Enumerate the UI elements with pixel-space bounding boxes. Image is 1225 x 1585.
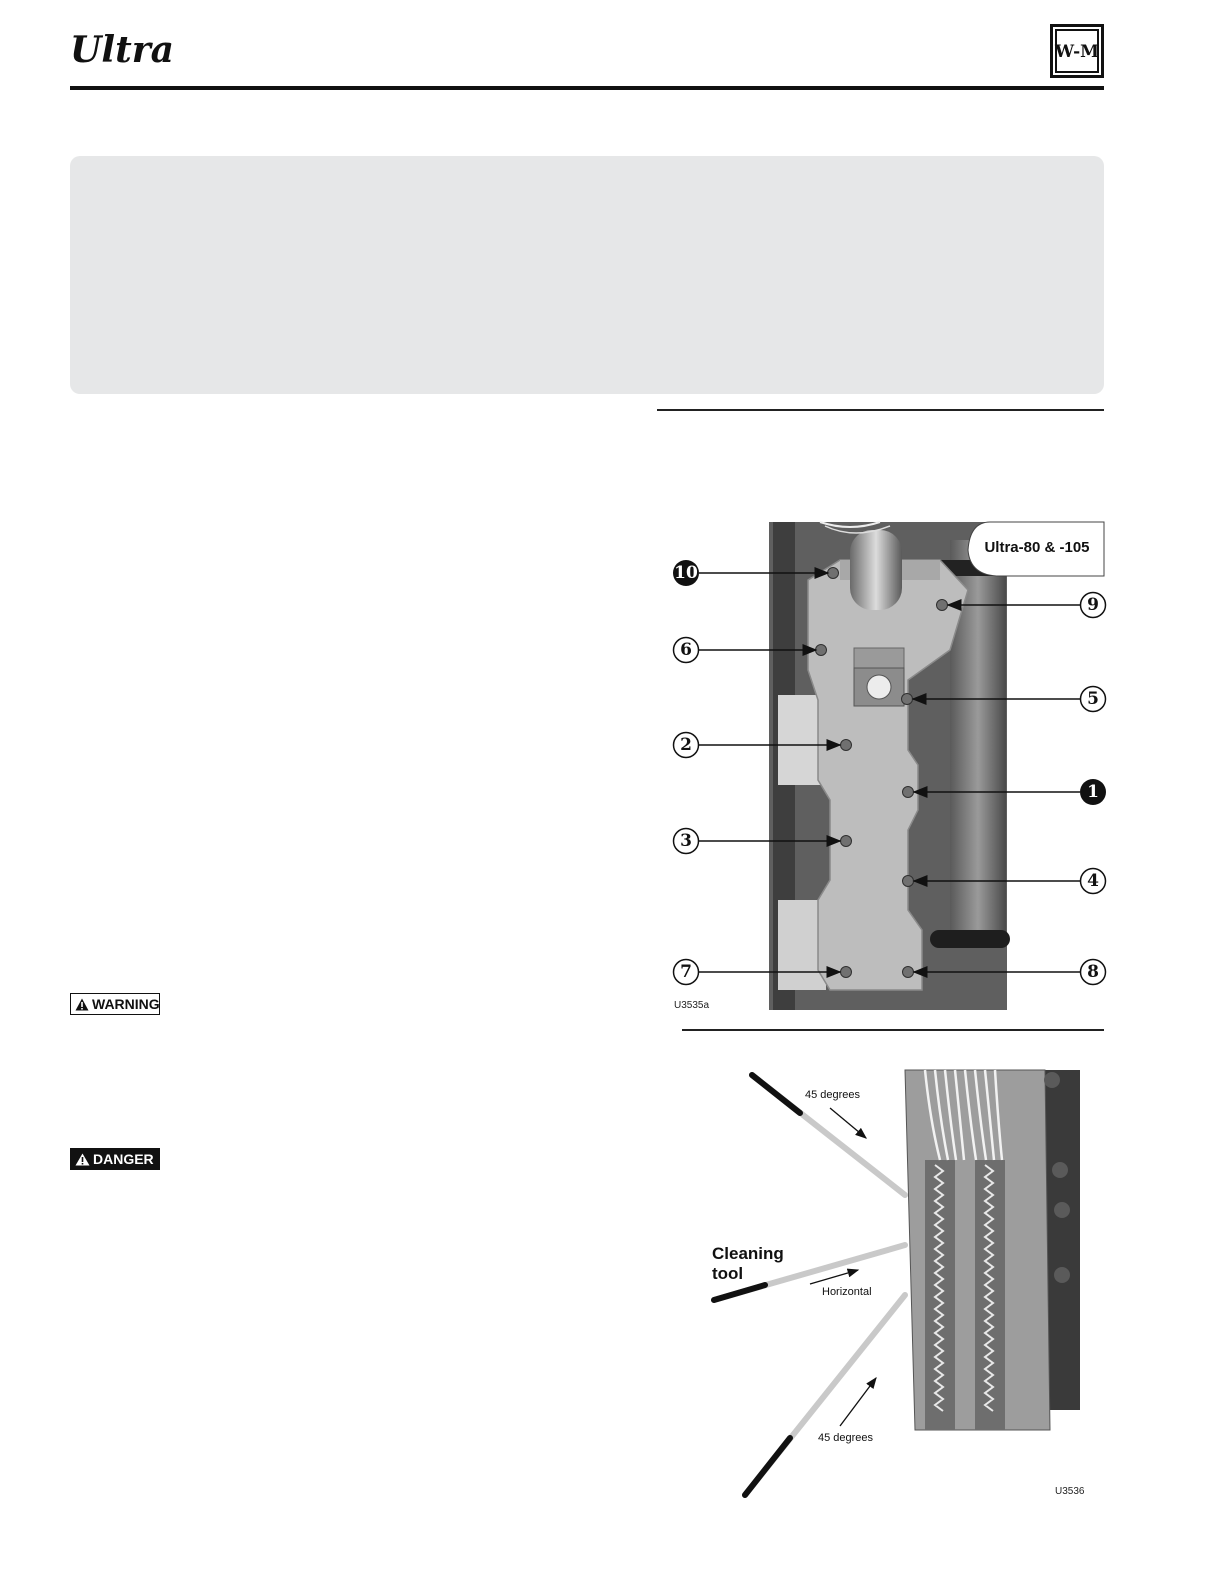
model-label: Ultra-80 & -105 [984,539,1090,556]
bolt-10 [828,568,839,579]
warning-badge [70,993,160,1015]
warning-label: WARNING [92,996,160,1012]
danger-label: DANGER [93,1151,154,1167]
cleaning-tools [714,1075,905,1495]
brand-text: Ultra [70,29,174,71]
info-panel [70,156,1104,394]
weil-mclain-logo [1050,24,1104,78]
bolt-6 [816,645,827,656]
bolt-3 [841,836,852,847]
cleaning-tool-figure [690,1060,1110,1500]
bolt-9 [937,600,948,611]
callout-8-text: 8 [1087,962,1099,982]
danger-triangle-icon [75,1153,90,1166]
heat-exchanger-section [905,1070,1080,1430]
angle-middle-label: Horizontal [822,1286,872,1298]
callout-3-text: 3 [680,831,692,851]
figure1-top-rule [657,409,1104,411]
callout-2-text: 2 [680,735,692,755]
header-rule [70,86,1104,90]
bolt-5 [902,694,913,705]
ultra-brand-logo [70,28,190,72]
callout-4-text: 4 [1087,871,1099,891]
callout-10-text: 10 [674,563,698,583]
cover-plate-bolt-sequence-figure [640,500,1120,1030]
callout-1-text: 1 [1087,782,1099,802]
burner-view-port [850,530,902,610]
callout-6-text: 6 [680,640,692,660]
cleaning-tool-label-line1: Cleaning [712,1244,784,1263]
callout-5-text: 5 [1087,689,1099,709]
bolt-4 [903,876,914,887]
figure2-code: U3536 [1055,1486,1085,1497]
cleaning-tool-label-line2: tool [712,1264,744,1283]
angle-top-label: 45 degrees [805,1089,861,1101]
bolt-8 [903,967,914,978]
callout-9-text: 9 [1087,595,1099,615]
figure1-code: U3535a [674,1000,710,1011]
angle-bottom-label: 45 degrees [818,1432,874,1444]
warning-triangle-icon [75,998,89,1011]
bolt-1 [903,787,914,798]
bolt-7 [841,967,852,978]
callout-7-text: 7 [680,962,692,982]
bolt-2 [841,740,852,751]
danger-badge [70,1148,160,1170]
logo-text: W-M [1054,42,1100,62]
